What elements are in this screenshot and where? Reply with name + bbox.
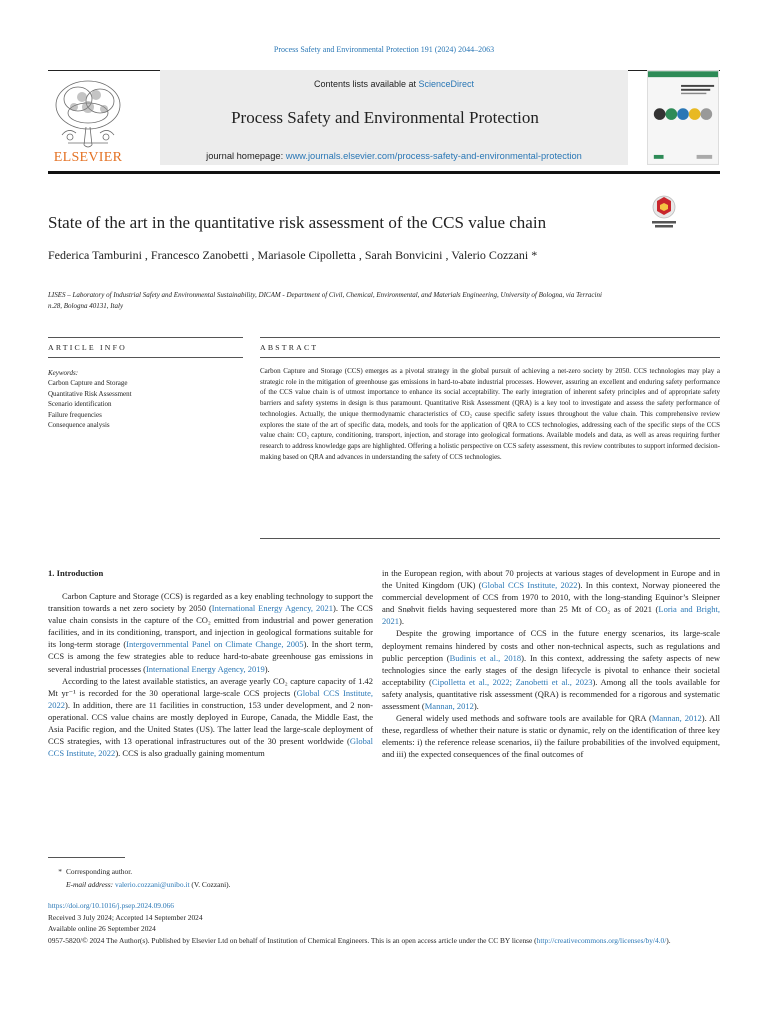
footnote-email: E-mail address: valerio.cozzani@unibo.it (V. Cozzani). xyxy=(66,879,231,889)
header-bottom-rule xyxy=(48,171,720,174)
citation-link[interactable]: Global CCS Institute, 2022 xyxy=(481,580,578,591)
abstract-heading-rule xyxy=(260,357,720,358)
journal-homepage xyxy=(160,151,628,161)
sciencedirect-link[interactable]: ScienceDirect xyxy=(418,79,475,89)
publication-metadata xyxy=(48,900,720,946)
info-top-rule xyxy=(48,337,243,338)
citation-link[interactable]: Cipolletta et al., 2022; Zanobetti et al., 2023 xyxy=(431,676,593,687)
paragraph-text: ). In this context, addressing the safety aspects of new technologies since the early stages of the design lifecycle is pivotal to enhance their societal acceptability ( xyxy=(382,652,720,687)
author-list: Federica Tamburini , Francesco Zanobetti , Mariasole Cipolletta , Sarah Bonvicini , Valerio Cozzani * xyxy=(48,248,538,262)
paragraph-text: ). All these, regardless of whether their nature is static or dynamic, rely on the identification of three key elements: i) the reference release scenarios, ii) the failure probabilities of the involved equipment, and iii) the expected consequences of the final outcomes of xyxy=(382,713,720,760)
check-for-updates-icon[interactable] xyxy=(646,193,682,231)
available-online-date: Available online 26 September 2024 xyxy=(48,924,156,933)
body-paragraph xyxy=(382,627,720,712)
paragraph-text: ). xyxy=(399,616,404,627)
body-paragraph xyxy=(382,712,720,760)
homepage-link[interactable]: www.journals.elsevier.com/process-safety-and-environmental-protection xyxy=(285,151,582,161)
journal-citation[interactable]: Process Safety and Environmental Protection 191 (2024) 2044–2063 xyxy=(273,45,495,54)
body-paragraph xyxy=(48,590,373,675)
abstract-heading: ABSTRACT xyxy=(260,343,319,352)
body-paragraph xyxy=(48,675,373,760)
article-title: State of the art in the quantitative risk assessment of the CCS value chain xyxy=(48,213,547,232)
author-email-link[interactable]: valerio.cozzani@unibo.it xyxy=(115,879,190,889)
citation-link[interactable]: Global CCS Institute, 2022 xyxy=(48,736,373,759)
abstract-top-rule xyxy=(260,337,720,338)
paragraph-text: ). xyxy=(264,663,270,674)
doi-link[interactable]: https://doi.org/10.1016/j.psep.2024.09.066 xyxy=(48,901,174,910)
publisher-wordmark: ELSEVIER xyxy=(53,150,123,165)
footnote-rule xyxy=(48,857,125,858)
keywords-label: Keywords: xyxy=(48,369,79,377)
journal-cover-image[interactable] xyxy=(647,70,719,165)
keyword-item: Failure frequencies xyxy=(48,410,102,419)
corresponding-author-footnote xyxy=(48,866,230,891)
paragraph-text: ). xyxy=(473,701,479,712)
license-statement: 0957-5820/© 2024 The Author(s). Published by Elsevier Ltd on behalf of Institution of Chemical Engineers. This is an open access article under the CC BY license (http://creativecommons.org/licenses/by/4.0/). xyxy=(48,935,671,945)
paragraph-text: ). In addition, there are 11 facilities in construction, 153 under development, and 2 non-operational. CCS value chains are mostly deployed in Europe, Canada, the Middle East, the Asia Pacific region, and the United States (US). The latter lead the large-scale deployment of CCS strategies, with 13 operational infrastructures out of the 30 present worldwide ( xyxy=(48,699,373,747)
keyword-item: Consequence analysis xyxy=(48,421,110,430)
citation-link[interactable]: International Energy Agency, 2019 xyxy=(145,663,265,674)
keyword-item: Quantitative Risk Assessment xyxy=(48,389,132,398)
citation-link[interactable]: Loria and Bright, 2021 xyxy=(382,604,720,627)
homepage-prefix: journal homepage: xyxy=(206,151,286,161)
abstract-bottom-rule xyxy=(260,538,720,539)
paragraph-text: According to the latest available statistics, an average yearly CO₂ capture capacity of 1.42 Mt yr⁻¹ is recorded for the 30 operational large-scale CCS projects ( xyxy=(48,675,373,698)
keyword-item: Carbon Capture and Storage xyxy=(48,379,128,388)
abstract-text: Carbon Capture and Storage (CCS) emerges as a pivotal strategy in the global pursuit of achieving a net-zero society by 2050. CCS technologies may play a strategic role in the mitigation of greenhouse gas emissions in hard-to-abate industrial processes. However, assuring an excellent and enduring safety performance of the CCS value chain is of utmost importance to enhance its social acceptability. The early integration of inherent safety principles and of appropriate safety barriers and safety systems in design is thus paramount. Quantitative Risk Assessment (QRA) is a key tool to investigate and assess the safety performance of technologies. Actually, the unique thermodynamic characteristics of CO₂ cause specific safety issues throughout the value chain. This comprehensive review explores the state of the art of specific data, models, and tools for the application of QRA to CCS technologies, addressing each of the specific steps of the CCS value chain: CO₂ capture, conditioning, transport, injection, and storage into geological formations. Available models and data, as well as areas requiring further research to address knowledge gaps are highlighted. Offering a holistic perspective on CCS safety assessment, this review contributes to support informed decision-making based on QRA and advances in understanding the safety of CCS technologies. xyxy=(260,367,720,461)
keywords-block xyxy=(48,368,132,430)
citation-link[interactable]: Mannan, 2012 xyxy=(424,701,474,712)
body-paragraph xyxy=(382,567,720,627)
body-column-left xyxy=(48,590,373,759)
paragraph-text: Despite the growing importance of CCS in the future energy scenarios, its large-scale deployment remains hindered by costs and other non-technical aspects, such as regulations and public perception ( xyxy=(382,628,720,663)
footnote-corresponding: * Corresponding author. xyxy=(58,867,133,876)
paragraph-text: ). Among all the tools available for safety analysis, quantitative risk assessment (QRA) is recommended for a rigorous and systematic assessment ( xyxy=(382,676,720,712)
info-heading-rule xyxy=(48,357,243,358)
contents-availability xyxy=(160,79,628,89)
paragraph-text: ). In the short term, CCS is among the few strategies able to reduce hard-to-abate greenhouse gas emissions in several industrial processes ( xyxy=(48,639,373,674)
section-heading-introduction: 1. Introduction xyxy=(48,568,104,578)
keyword-item: Scenario identification xyxy=(48,400,112,409)
received-dates: Received 3 July 2024; Accepted 14 September 2024 xyxy=(48,912,203,922)
paragraph-text: in the European region, with about 70 projects at various stages of development in Europe and in the United Kingdom (UK) ( xyxy=(382,568,720,591)
contents-prefix: Contents lists available at xyxy=(313,79,419,89)
paragraph-text: Carbon Capture and Storage (CCS) is regarded as a key enabling technology to support the transition towards a net zero society by 2050 ( xyxy=(48,591,373,614)
citation-link[interactable]: Global CCS Institute, 2022 xyxy=(48,687,374,710)
paragraph-text: ). The CCS value chain consists in the capture of the CO₂ emitted from industrial and power generation facilities, and in its conditioning, transport, and injection in geological formations suitable for its long-term storage ( xyxy=(48,603,373,650)
author-affiliation: LISES – Laboratory of Industrial Safety and Environmental Sustainability, DICAM - Department of Civil, Chemical, Environmental, and Materials Engineering, University of Bologna, via Terracini n.28, Bologna 40131, Italy xyxy=(48,291,602,310)
paragraph-text: ). In this context, Norway pioneered the commercial development of CCS from 1970 to 2010, with the long-standing Equinor’s Sleipner and Snøhvit fields having sequestered more than 25 Mt of CO₂ as of 2021 ( xyxy=(382,580,720,615)
paragraph-text: General widely used methods and software tools are available for QRA ( xyxy=(396,713,652,724)
journal-title: Process Safety and Environmental Protection xyxy=(231,108,539,127)
license-link[interactable]: http://creativecommons.org/licenses/by/4.0/ xyxy=(536,935,667,945)
citation-link[interactable]: Intergovernmental Panel on Climate Change, 2005 xyxy=(126,639,304,650)
citation-link[interactable]: Mannan, 2012 xyxy=(651,713,702,724)
citation-link[interactable]: International Energy Agency, 2021 xyxy=(211,603,333,614)
citation-link[interactable]: Budinis et al., 2018 xyxy=(449,652,522,663)
body-column-right xyxy=(382,567,720,761)
article-info-heading: ARTICLE INFO xyxy=(48,343,127,352)
paragraph-text: ). CCS is also gradually gaining momentum xyxy=(115,748,265,759)
